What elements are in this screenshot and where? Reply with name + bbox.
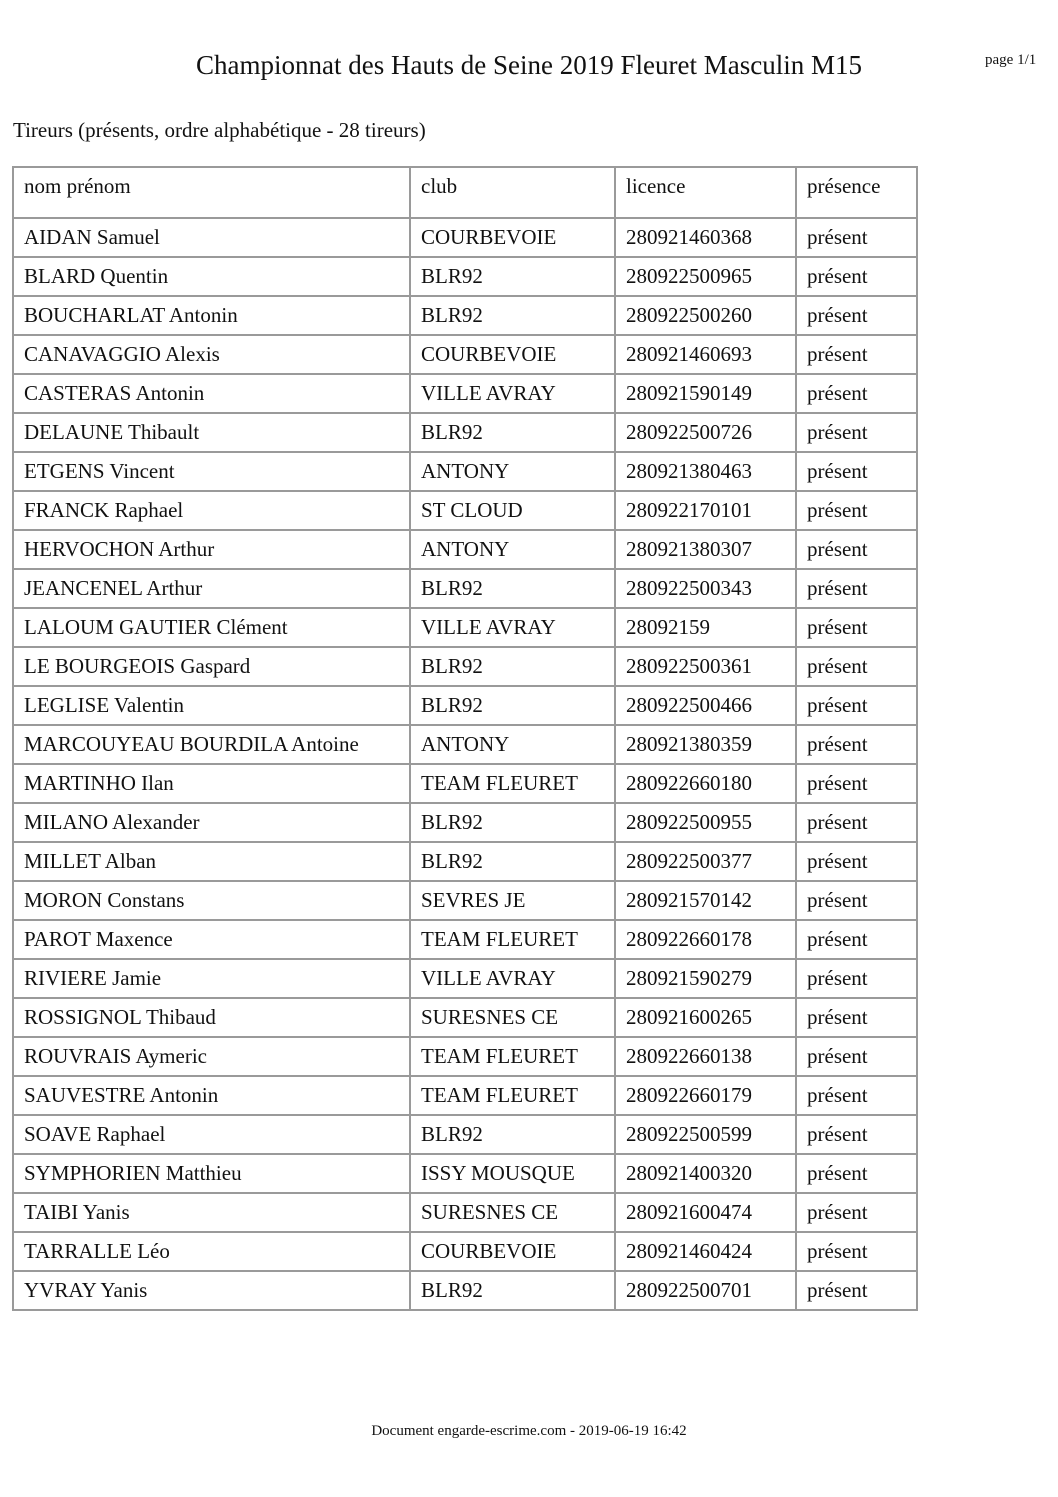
cell-club: BLR92 — [410, 413, 615, 452]
cell-presence: présent — [796, 842, 917, 881]
cell-presence: présent — [796, 1271, 917, 1310]
cell-club: BLR92 — [410, 803, 615, 842]
header-presence: présence — [796, 167, 917, 218]
cell-club: BLR92 — [410, 296, 615, 335]
cell-licence: 280921590149 — [615, 374, 796, 413]
cell-name: LE BOURGEOIS Gaspard — [13, 647, 410, 686]
cell-club: BLR92 — [410, 1115, 615, 1154]
document-footer: Document engarde-escrime.com - 2019-06-19 16:42 — [371, 1423, 687, 1439]
cell-name: BOUCHARLAT Antonin — [13, 296, 410, 335]
cell-presence: présent — [796, 1154, 917, 1193]
table-row — [13, 374, 917, 413]
cell-club: BLR92 — [410, 569, 615, 608]
cell-licence: 280921380307 — [615, 530, 796, 569]
cell-presence: présent — [796, 686, 917, 725]
cell-licence: 280922500377 — [615, 842, 796, 881]
cell-presence: présent — [796, 1115, 917, 1154]
cell-club: SURESNES CE — [410, 1193, 615, 1232]
table-row — [13, 1232, 917, 1271]
cell-presence: présent — [796, 335, 917, 374]
cell-club: TEAM FLEURET — [410, 1037, 615, 1076]
table-row — [13, 569, 917, 608]
cell-licence: 280922660178 — [615, 920, 796, 959]
table-row — [13, 218, 917, 257]
cell-name: SOAVE Raphael — [13, 1115, 410, 1154]
cell-club: VILLE AVRAY — [410, 959, 615, 998]
header-name: nom prénom — [13, 167, 410, 218]
cell-name: ETGENS Vincent — [13, 452, 410, 491]
cell-club: BLR92 — [410, 1271, 615, 1310]
cell-licence: 280922170101 — [615, 491, 796, 530]
cell-club: ST CLOUD — [410, 491, 615, 530]
cell-licence: 280922500955 — [615, 803, 796, 842]
table-row — [13, 257, 917, 296]
cell-name: FRANCK Raphael — [13, 491, 410, 530]
cell-presence: présent — [796, 998, 917, 1037]
cell-club: SURESNES CE — [410, 998, 615, 1037]
cell-presence: présent — [796, 959, 917, 998]
cell-presence: présent — [796, 1232, 917, 1271]
cell-presence: présent — [796, 1193, 917, 1232]
cell-presence: présent — [796, 1037, 917, 1076]
cell-club: ANTONY — [410, 725, 615, 764]
cell-licence: 280922500965 — [615, 257, 796, 296]
cell-club: SEVRES JE — [410, 881, 615, 920]
cell-name: MILANO Alexander — [13, 803, 410, 842]
cell-licence: 280921460368 — [615, 218, 796, 257]
cell-name: DELAUNE Thibault — [13, 413, 410, 452]
table-row — [13, 881, 917, 920]
cell-licence: 280922660138 — [615, 1037, 796, 1076]
header-licence: licence — [615, 167, 796, 218]
cell-club: ANTONY — [410, 452, 615, 491]
cell-club: BLR92 — [410, 647, 615, 686]
cell-presence: présent — [796, 491, 917, 530]
cell-name: MORON Constans — [13, 881, 410, 920]
cell-club: TEAM FLEURET — [410, 764, 615, 803]
cell-presence: présent — [796, 452, 917, 491]
table-header-row — [13, 167, 917, 218]
table-row — [13, 959, 917, 998]
cell-licence: 280921460693 — [615, 335, 796, 374]
cell-presence: présent — [796, 803, 917, 842]
table-row — [13, 335, 917, 374]
cell-name: SYMPHORIEN Matthieu — [13, 1154, 410, 1193]
cell-name: HERVOCHON Arthur — [13, 530, 410, 569]
cell-presence: présent — [796, 569, 917, 608]
table-row — [13, 803, 917, 842]
cell-name: ROUVRAIS Aymeric — [13, 1037, 410, 1076]
cell-licence: 280922660180 — [615, 764, 796, 803]
cell-name: LEGLISE Valentin — [13, 686, 410, 725]
header-club: club — [410, 167, 615, 218]
cell-name: YVRAY Yanis — [13, 1271, 410, 1310]
table-row — [13, 1193, 917, 1232]
cell-presence: présent — [796, 920, 917, 959]
cell-club: VILLE AVRAY — [410, 374, 615, 413]
cell-name: ROSSIGNOL Thibaud — [13, 998, 410, 1037]
cell-club: COURBEVOIE — [410, 1232, 615, 1271]
cell-name: PAROT Maxence — [13, 920, 410, 959]
cell-name: TARRALLE Léo — [13, 1232, 410, 1271]
cell-licence: 280922500343 — [615, 569, 796, 608]
table-row — [13, 530, 917, 569]
cell-club: BLR92 — [410, 686, 615, 725]
table-row — [13, 842, 917, 881]
cell-licence: 280921600265 — [615, 998, 796, 1037]
fencers-table — [12, 166, 918, 1311]
cell-club: TEAM FLEURET — [410, 1076, 615, 1115]
cell-licence: 280921380359 — [615, 725, 796, 764]
cell-licence: 280922500701 — [615, 1271, 796, 1310]
cell-presence: présent — [796, 608, 917, 647]
cell-licence: 280922500466 — [615, 686, 796, 725]
cell-presence: présent — [796, 764, 917, 803]
cell-club: TEAM FLEURET — [410, 920, 615, 959]
cell-presence: présent — [796, 725, 917, 764]
cell-licence: 280922500599 — [615, 1115, 796, 1154]
table-row — [13, 647, 917, 686]
cell-licence: 280922500726 — [615, 413, 796, 452]
cell-name: SAUVESTRE Antonin — [13, 1076, 410, 1115]
cell-club: COURBEVOIE — [410, 218, 615, 257]
table-row — [13, 998, 917, 1037]
page-number: page 1/1 — [985, 52, 1037, 68]
table-row — [13, 1037, 917, 1076]
cell-presence: présent — [796, 374, 917, 413]
table-row — [13, 452, 917, 491]
table-row — [13, 1115, 917, 1154]
table-row — [13, 686, 917, 725]
cell-licence: 280921570142 — [615, 881, 796, 920]
table-row — [13, 413, 917, 452]
cell-club: BLR92 — [410, 257, 615, 296]
table-row — [13, 764, 917, 803]
table-row — [13, 725, 917, 764]
cell-licence: 280921590279 — [615, 959, 796, 998]
section-subtitle: Tireurs (présents, ordre alphabétique - 28 tireurs) — [13, 118, 426, 142]
cell-club: BLR92 — [410, 842, 615, 881]
cell-presence: présent — [796, 530, 917, 569]
table-row — [13, 491, 917, 530]
cell-presence: présent — [796, 881, 917, 920]
cell-club: VILLE AVRAY — [410, 608, 615, 647]
cell-presence: présent — [796, 296, 917, 335]
table-row — [13, 296, 917, 335]
cell-presence: présent — [796, 1076, 917, 1115]
cell-licence: 28092159 — [615, 608, 796, 647]
table-row — [13, 920, 917, 959]
cell-name: TAIBI Yanis — [13, 1193, 410, 1232]
cell-licence: 280921460424 — [615, 1232, 796, 1271]
cell-name: LALOUM GAUTIER Clément — [13, 608, 410, 647]
cell-name: BLARD Quentin — [13, 257, 410, 296]
cell-name: MILLET Alban — [13, 842, 410, 881]
cell-licence: 280922500361 — [615, 647, 796, 686]
cell-licence: 280922660179 — [615, 1076, 796, 1115]
cell-club: COURBEVOIE — [410, 335, 615, 374]
cell-presence: présent — [796, 257, 917, 296]
cell-club: ANTONY — [410, 530, 615, 569]
cell-presence: présent — [796, 218, 917, 257]
cell-name: CASTERAS Antonin — [13, 374, 410, 413]
table-row — [13, 608, 917, 647]
cell-club: ISSY MOUSQUE — [410, 1154, 615, 1193]
cell-name: AIDAN Samuel — [13, 218, 410, 257]
cell-name: JEANCENEL Arthur — [13, 569, 410, 608]
cell-presence: présent — [796, 647, 917, 686]
cell-licence: 280921400320 — [615, 1154, 796, 1193]
cell-name: MARCOUYEAU BOURDILA Antoine — [13, 725, 410, 764]
cell-licence: 280922500260 — [615, 296, 796, 335]
cell-name: MARTINHO Ilan — [13, 764, 410, 803]
cell-presence: présent — [796, 413, 917, 452]
table-row — [13, 1271, 917, 1310]
table-row — [13, 1154, 917, 1193]
cell-name: CANAVAGGIO Alexis — [13, 335, 410, 374]
cell-name: RIVIERE Jamie — [13, 959, 410, 998]
cell-licence: 280921380463 — [615, 452, 796, 491]
document-title: Championnat des Hauts de Seine 2019 Fleuret Masculin M15 — [196, 50, 862, 80]
cell-licence: 280921600474 — [615, 1193, 796, 1232]
table-row — [13, 1076, 917, 1115]
